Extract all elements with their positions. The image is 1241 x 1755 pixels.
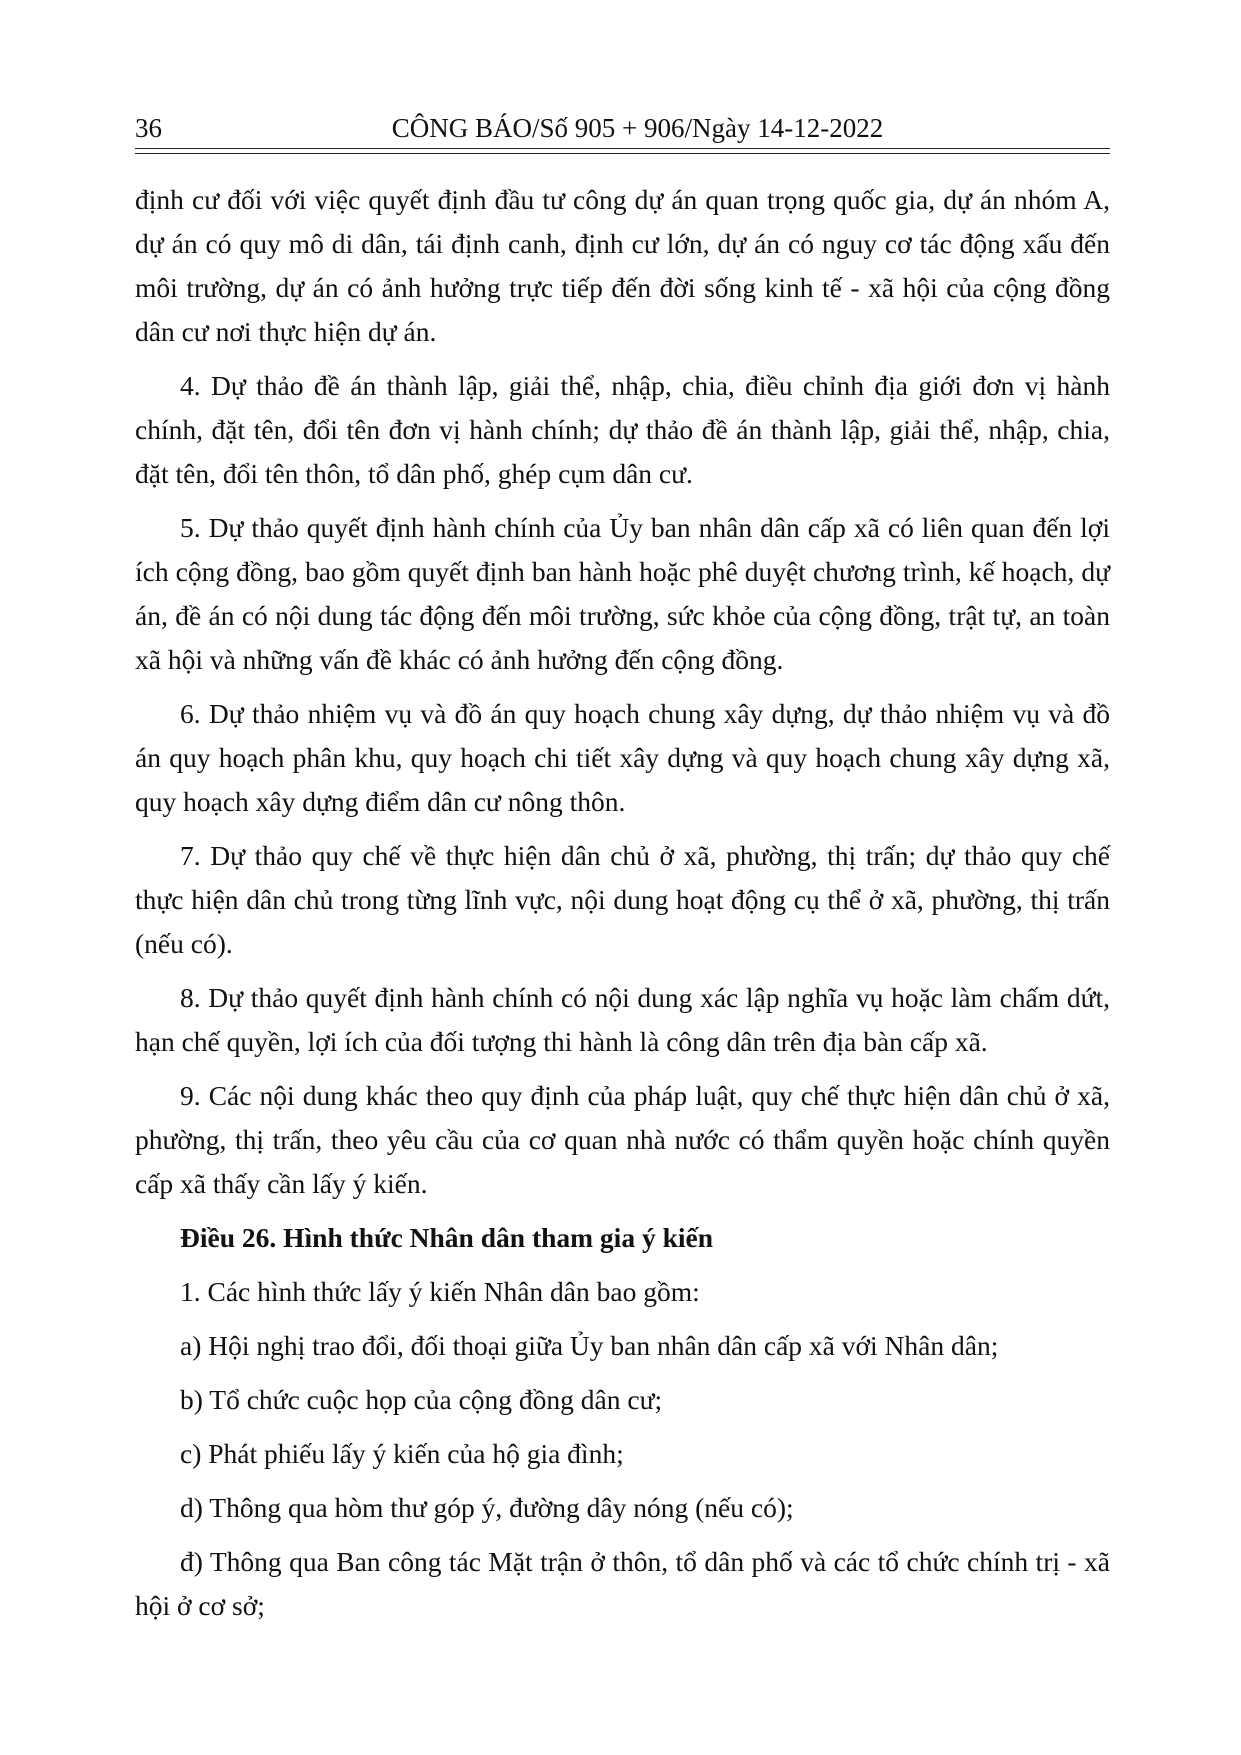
list-item-c: c) Phát phiếu lấy ý kiến của hộ gia đình; — [180, 1438, 624, 1469]
list-item-d: d) Thông qua hòm thư góp ý, đường dây nóng (nếu có); — [180, 1492, 794, 1523]
gazette-title: CÔNG BÁO/Số 905 + 906/Ngày 14-12-2022 — [391, 113, 884, 143]
paragraph-continued: định cư đối với việc quyết định đầu tư công dự án quan trọng quốc gia, dự án nhóm A, dự án có quy mô di dân, tái định canh, định cư lớn, dự án có nguy cơ tác động xấu đến môi trường, dự án có ảnh hưởng trực tiếp đến đời sống kinh tế - xã hội của cộng đồng dân cư nơi thực hiện dự án. — [135, 184, 1110, 347]
list-item-b: b) Tổ chức cuộc họp của cộng đồng dân cư; — [180, 1384, 663, 1415]
paragraph-clause-1: 1. Các hình thức lấy ý kiến Nhân dân bao gồm: — [180, 1276, 700, 1307]
paragraph-clause-9: 9. Các nội dung khác theo quy định của pháp luật, quy chế thực hiện dân chủ ở xã, phường, thị trấn, theo yêu cầu của cơ quan nhà nước có thẩm quyền hoặc chính quyền cấp xã thấy cần lấy ý kiến. — [135, 1080, 1110, 1199]
paragraph-clause-4: 4. Dự thảo đề án thành lập, giải thể, nhập, chia, điều chỉnh địa giới đơn vị hành chính, đặt tên, đổi tên đơn vị hành chính; dự thảo đề án thành lập, giải thể, nhập, chia, đặt tên, đổi tên thôn, tổ dân phố, ghép cụm dân cư. — [135, 370, 1110, 489]
header-divider-top — [135, 148, 1110, 149]
paragraph-clause-8: 8. Dự thảo quyết định hành chính có nội dung xác lập nghĩa vụ hoặc làm chấm dứt, hạn chế quyền, lợi ích của đối tượng thi hành là công dân trên địa bàn cấp xã. — [135, 982, 1110, 1057]
header-divider-bottom — [135, 153, 1110, 154]
list-item-dd: đ) Thông qua Ban công tác Mặt trận ở thôn, tổ dân phố và các tổ chức chính trị - xã hội ở cơ sở; — [135, 1546, 1110, 1621]
document-body — [135, 178, 1110, 1638]
page-header — [135, 108, 1110, 148]
page-number: 36 — [135, 113, 162, 143]
paragraph-clause-7: 7. Dự thảo quy chế về thực hiện dân chủ ở xã, phường, thị trấn; dự thảo quy chế thực hiện dân chủ trong từng lĩnh vực, nội dung hoạt động cụ thể ở xã, phường, thị trấn (nếu có). — [135, 840, 1110, 959]
article-heading: Điều 26. Hình thức Nhân dân tham gia ý kiến — [180, 1222, 714, 1253]
paragraph-clause-5: 5. Dự thảo quyết định hành chính của Ủy ban nhân dân cấp xã có liên quan đến lợi ích cộng đồng, bao gồm quyết định ban hành hoặc phê duyệt chương trình, kế hoạch, dự án, đề án có nội dung tác động đến môi trường, sức khỏe của cộng đồng, trật tự, an toàn xã hội và những vấn đề khác có ảnh hưởng đến cộng đồng. — [135, 512, 1110, 675]
paragraph-clause-6: 6. Dự thảo nhiệm vụ và đồ án quy hoạch chung xây dựng, dự thảo nhiệm vụ và đồ án quy hoạch phân khu, quy hoạch chi tiết xây dựng và quy hoạch chung xây dựng xã, quy hoạch xây dựng điểm dân cư nông thôn. — [135, 698, 1110, 817]
list-item-a: a) Hội nghị trao đổi, đối thoại giữa Ủy ban nhân dân cấp xã với Nhân dân; — [180, 1330, 999, 1361]
